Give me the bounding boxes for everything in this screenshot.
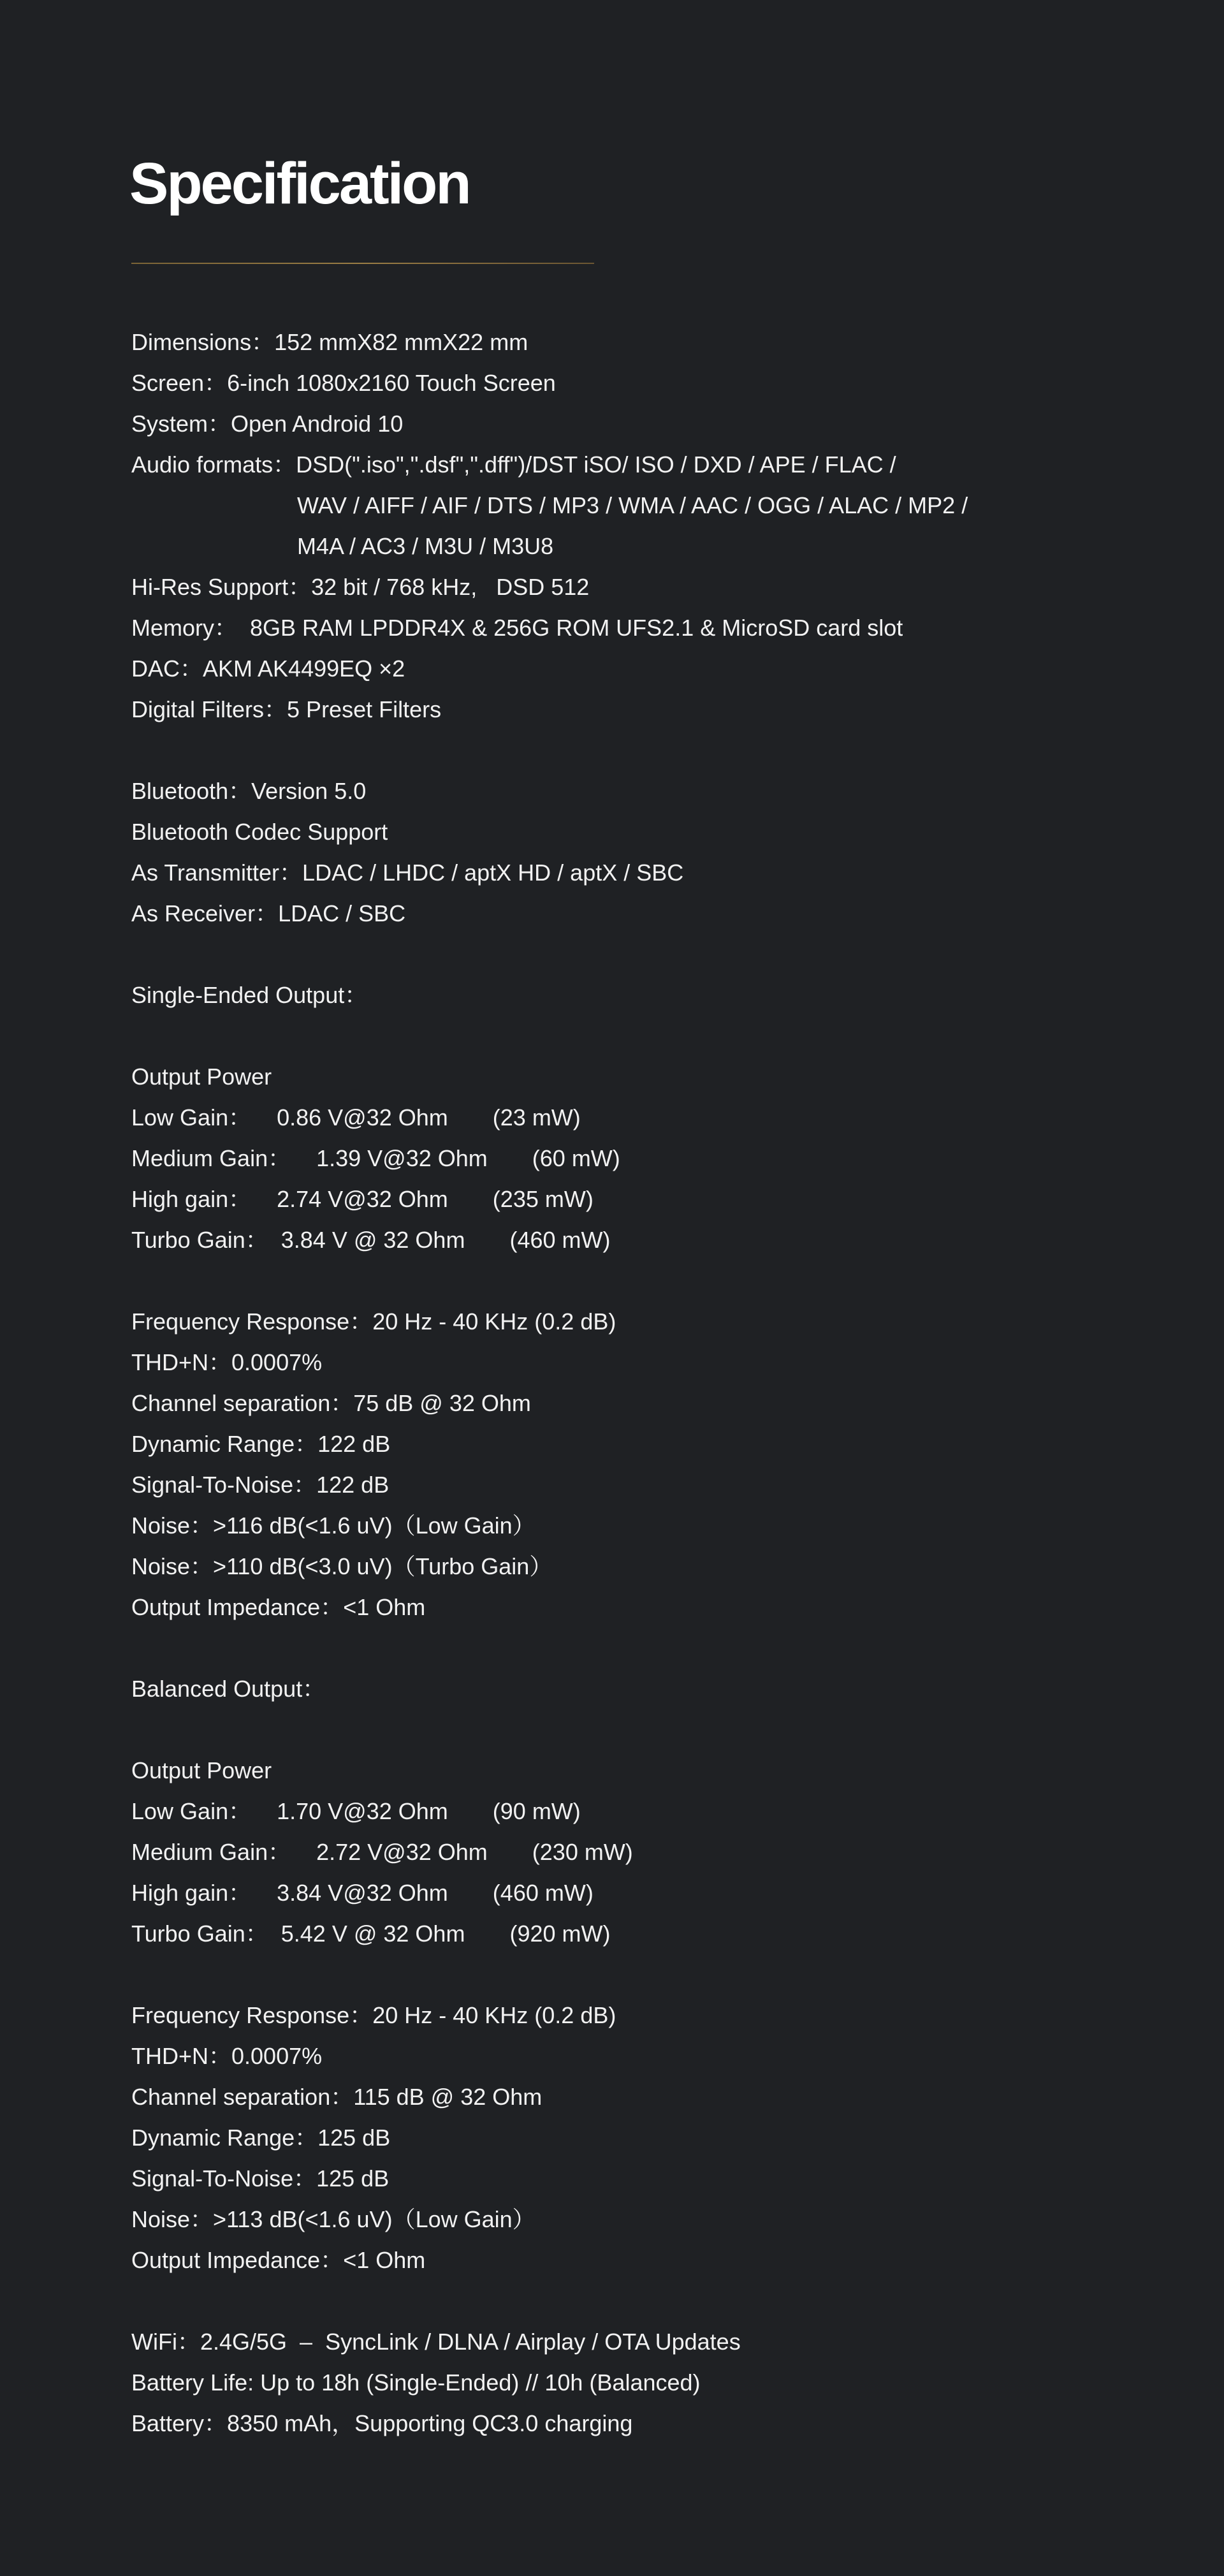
spec-bt-codec: Bluetooth Codec Support: [131, 819, 388, 845]
spacer: [131, 730, 1151, 771]
se-output-power-heading: Output Power: [131, 1064, 272, 1090]
bal-turbo-gain: Turbo Gain： 5.42 V @ 32 Ohm (920 mW): [131, 1921, 611, 1947]
spec-dimensions: Dimensions：152 mmX82 mmX22 mm: [131, 329, 528, 355]
se-noise-low-gain: Noise：>116 dB(<1.6 uV)（Low Gain）: [131, 1512, 536, 1539]
page-title: Specification: [129, 151, 470, 216]
bal-output-power-heading: Output Power: [131, 1757, 272, 1783]
bal-output-impedance: Output Impedance：<1 Ohm: [131, 2247, 426, 2273]
spec-battery: Battery：8350 mAh，Supporting QC3.0 charging: [131, 2410, 633, 2436]
spec-transmitter: As Transmitter：LDAC / LHDC / aptX HD / aptX / SBC: [131, 860, 684, 886]
bal-low-gain: Low Gain： 1.70 V@32 Ohm (90 mW): [131, 1798, 581, 1824]
spec-list: [131, 322, 1151, 2444]
se-low-gain: Low Gain： 0.86 V@32 Ohm (23 mW): [131, 1104, 581, 1131]
title-divider: [131, 263, 594, 264]
se-signal-to-noise: Signal-To-Noise：122 dB: [131, 1472, 390, 1498]
spacer: [131, 2281, 1151, 2322]
spec-wifi: WiFi：2.4G/5G – SyncLink / DLNA / Airplay / OTA Updates: [131, 2329, 741, 2355]
bal-dynamic-range: Dynamic Range：125 dB: [131, 2125, 391, 2151]
bal-signal-to-noise: Signal-To-Noise：125 dB: [131, 2165, 390, 2192]
bal-frequency-response: Frequency Response：20 Hz - 40 KHz (0.2 dB): [131, 2002, 616, 2028]
se-noise-turbo-gain: Noise：>110 dB(<3.0 uV)（Turbo Gain）: [131, 1553, 553, 1579]
spec-battery-life: Battery Life: Up to 18h (Single-Ended) // 10h (Balanced): [131, 2369, 701, 2396]
spec-hires: Hi-Res Support：32 bit / 768 kHz, DSD 512: [131, 574, 590, 600]
bal-thdn: THD+N：0.0007%: [131, 2043, 323, 2069]
spec-audio-formats-cont: M4A / AC3 / M3U / M3U8: [297, 533, 554, 559]
spec-digital-filters: Digital Filters：5 Preset Filters: [131, 696, 442, 722]
spacer: [131, 1954, 1151, 1995]
section-single-ended: Single-Ended Output：: [131, 982, 368, 1008]
se-turbo-gain: Turbo Gain： 3.84 V @ 32 Ohm (460 mW): [131, 1227, 611, 1253]
spacer: [131, 1709, 1151, 1750]
se-dynamic-range: Dynamic Range：122 dB: [131, 1431, 391, 1457]
bal-high-gain: High gain： 3.84 V@32 Ohm (460 mW): [131, 1880, 594, 1906]
section-balanced: Balanced Output：: [131, 1676, 326, 1702]
spacer: [131, 934, 1151, 975]
se-output-impedance: Output Impedance：<1 Ohm: [131, 1594, 426, 1620]
spec-dac: DAC：AKM AK4499EQ ×2: [131, 655, 405, 682]
spec-memory: Memory： 8GB RAM LPDDR4X & 256G ROM UFS2.1 & MicroSD card slot: [131, 615, 903, 641]
bal-channel-separation: Channel separation：115 dB @ 32 Ohm: [131, 2084, 543, 2110]
se-frequency-response: Frequency Response：20 Hz - 40 KHz (0.2 dB): [131, 1308, 616, 1335]
bal-medium-gain: Medium Gain： 2.72 V@32 Ohm (230 mW): [131, 1839, 633, 1865]
spec-screen: Screen：6-inch 1080x2160 Touch Screen: [131, 370, 556, 396]
spec-audio-formats: Audio formats：DSD(".iso",".dsf",".dff")/DST iSO/ ISO / DXD / APE / FLAC /: [131, 451, 896, 478]
spec-audio-formats-cont: WAV / AIFF / AIF / DTS / MP3 / WMA / AAC / OGG / ALAC / MP2 /: [297, 492, 968, 518]
se-thdn: THD+N：0.0007%: [131, 1349, 323, 1375]
se-medium-gain: Medium Gain： 1.39 V@32 Ohm (60 mW): [131, 1145, 620, 1171]
spec-bluetooth: Bluetooth：Version 5.0: [131, 778, 367, 804]
spacer: [131, 1016, 1151, 1057]
spacer: [131, 1628, 1151, 1669]
spacer: [131, 1261, 1151, 1301]
se-channel-separation: Channel separation：75 dB @ 32 Ohm: [131, 1390, 531, 1416]
spec-system: System：Open Android 10: [131, 411, 404, 437]
bal-noise-low-gain: Noise：>113 dB(<1.6 uV)（Low Gain）: [131, 2206, 536, 2232]
spec-receiver: As Receiver：LDAC / SBC: [131, 900, 406, 926]
se-high-gain: High gain： 2.74 V@32 Ohm (235 mW): [131, 1186, 594, 1212]
